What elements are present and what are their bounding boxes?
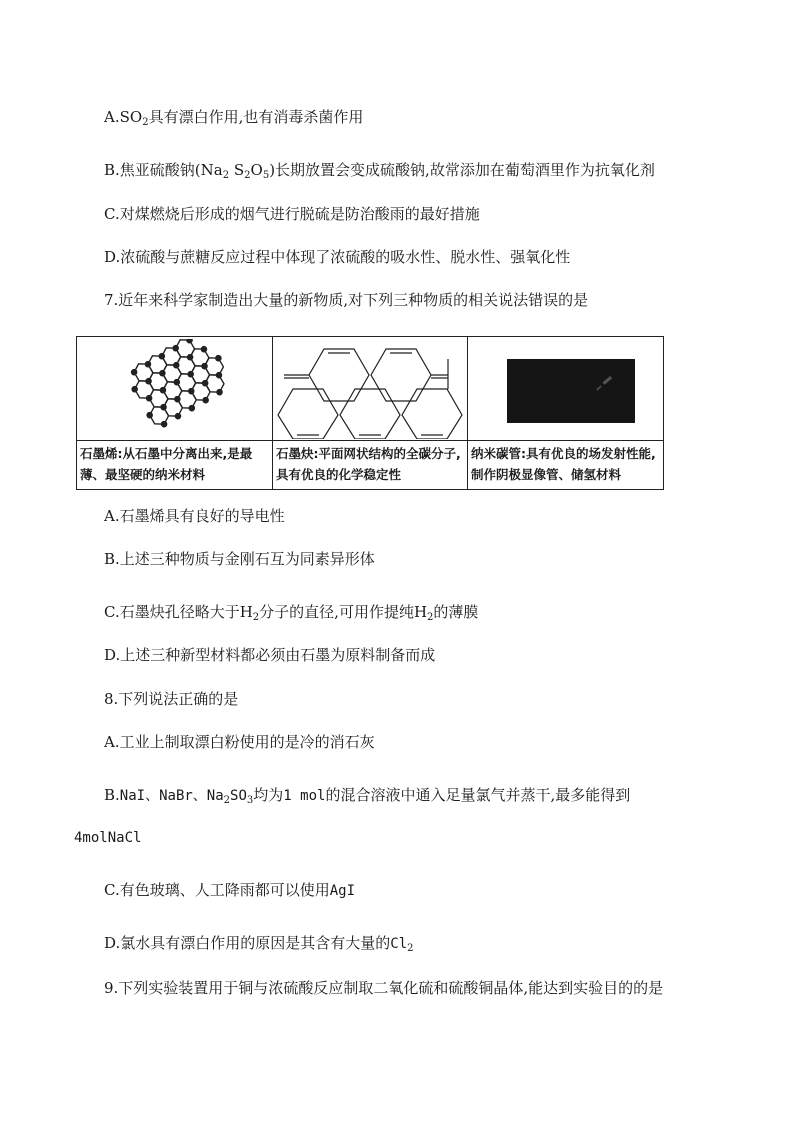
q6-option-d: D.浓硫酸与蔗糖反应过程中体现了浓硫酸的吸水性、脱水性、强氧化性 xyxy=(104,248,571,266)
graphene-caption: 石墨烯:从石墨中分离出来,是最薄、最坚硬的纳米材料 xyxy=(77,441,273,489)
nanotube-caption: 纳米碳管:具有优良的场发射性能,制作阴极显像管、储氢材料 xyxy=(471,446,656,482)
q8-option-a: A.工业上制取漂白粉使用的是冷的消石灰 xyxy=(104,733,375,751)
q8-stem: 8.下列说法正确的是 xyxy=(104,690,239,708)
q6-option-a: $A.SO_2$具有漂白作用,也有消毒杀菌作用 xyxy=(104,108,364,128)
q7-option-b: B.上述三种物质与金刚石互为同素异形体 xyxy=(104,550,375,568)
nanotube-image xyxy=(468,337,663,441)
graphyne-image xyxy=(273,337,468,441)
q7-figure-table xyxy=(76,336,664,490)
q8-option-b: B.NaI、NaBr、$Na_2SO_3$均为1 mol的混合溶液中通入足量氯气并蒸干,最多能得到 xyxy=(104,786,631,806)
q7-option-a: A.石墨烯具有良好的导电性 xyxy=(104,507,285,525)
q7-option-c: C.石墨炔孔径略大于$H_2$分子的直径,可用作提纯$H_2$的薄膜 xyxy=(104,603,479,623)
q9-stem: 9.下列实验装置用于铜与浓硫酸反应制取二氧化硫和硫酸铜晶体,能达到实验目的的是 xyxy=(104,979,664,997)
graphene-lattice-icon xyxy=(80,339,270,439)
q6-option-c: C.对煤燃烧后形成的烟气进行脱硫是防治酸雨的最好措施 xyxy=(104,205,480,223)
graphene-image xyxy=(77,337,273,441)
graphyne-network-icon xyxy=(276,339,464,439)
nanotube-photo-icon xyxy=(472,339,660,439)
q6-option-b: B.焦亚硫酸钠($Na_2$ $S_2O_5$)长期放置会变成硫酸钠,故常添加在葡萄酒里作为抗氧化剂 xyxy=(104,161,655,181)
q8-option-b-continued: 4molNaCl xyxy=(74,830,142,846)
q8-option-c: C.有色玻璃、人工降雨都可以使用AgI xyxy=(104,881,356,899)
graphyne-caption: 石墨炔:平面网状结构的全碳分子,具有优良的化学稳定性 xyxy=(273,441,468,489)
q7-option-d: D.上述三种新型材料都必须由石墨为原料制备而成 xyxy=(104,646,436,664)
q8-option-d: D.氯水具有漂白作用的原因是其含有大量的$Cl_2$ xyxy=(104,934,414,954)
q7-stem: 7.近年来科学家制造出大量的新物质,对下列三种物质的相关说法错误的是 xyxy=(104,291,589,309)
